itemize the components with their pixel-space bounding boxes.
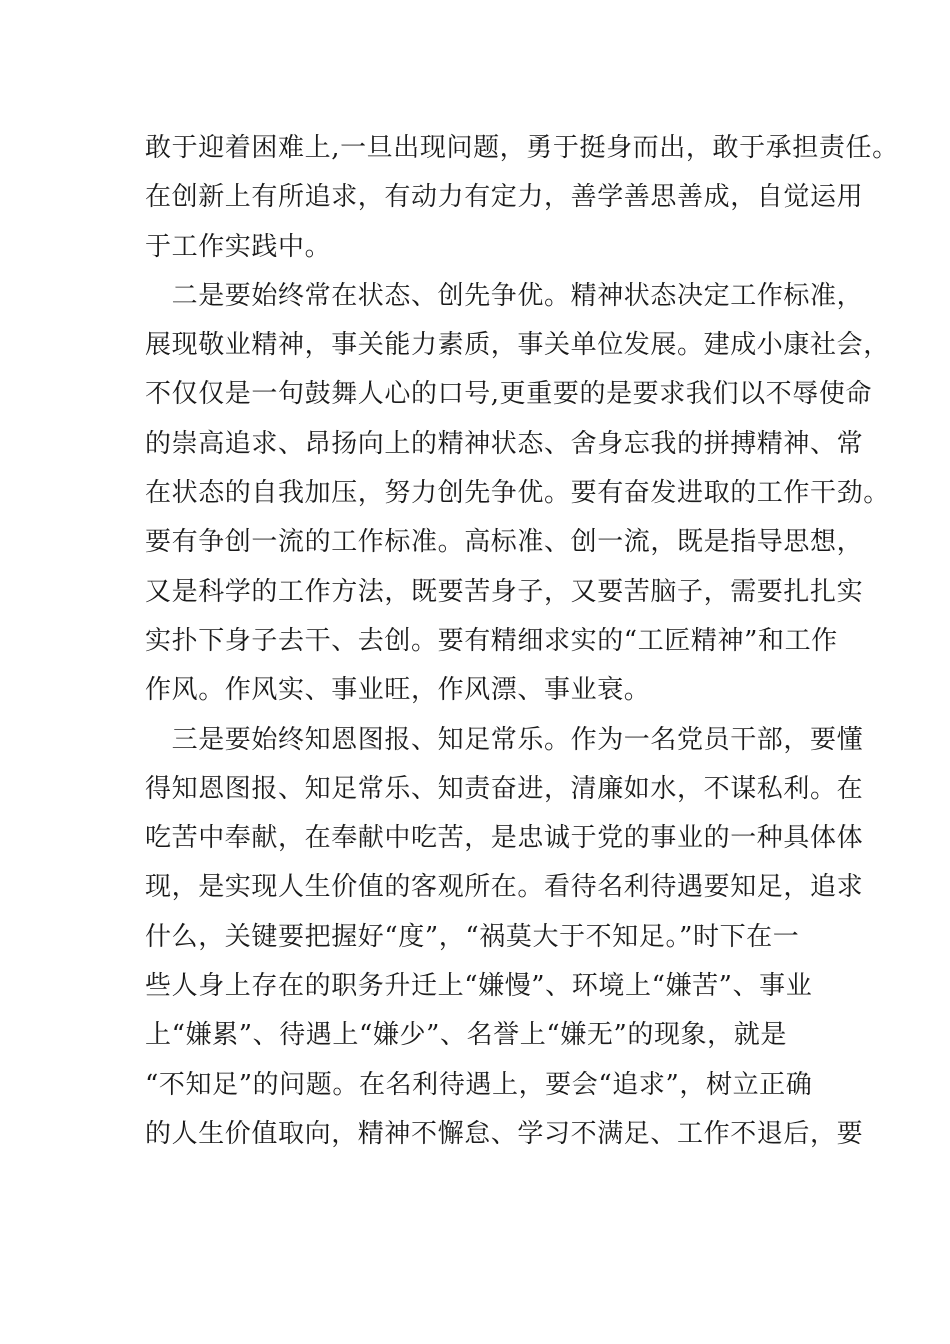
text-line: 上“嫌累”、待遇上“嫌少”、名誉上“嫌无”的现象，就是 bbox=[145, 1020, 787, 1051]
text-line: 敢于迎着困难上,一旦出现问题，勇于挺身而出，敢于承担责任。 bbox=[145, 133, 899, 163]
text-line: “不知足”的问题。在名利待遇上，要会“追求”，树立正确 bbox=[145, 1069, 813, 1100]
text-line: 三是要始终知恩图报、知足常乐。作为一名党员干部，要懂 bbox=[145, 724, 864, 755]
text-line: 些人身上存在的职务升迁上“嫌慢”、环境上“嫌苦”、事业 bbox=[145, 971, 813, 1002]
text-line: 不仅仅是一句鼓舞人心的口号,更重要的是要求我们以不辱使命 bbox=[145, 379, 873, 410]
text-line: 实扑下身子去干、去创。要有精细求实的“工匠精神”和工作 bbox=[145, 625, 838, 656]
text-line: 要有争创一流的工作标准。高标准、创一流，既是指导思想， bbox=[145, 527, 864, 558]
text-line: 吃苦中奉献，在奉献中吃苦，是忠诚于党的事业的一种具体体 bbox=[145, 823, 864, 854]
body-text bbox=[145, 124, 899, 1159]
text-line: 什么，关键要把握好“度”，“祸莫大于不知足。”时下在一 bbox=[145, 921, 800, 952]
text-line: 在状态的自我加压，努力创先争优。要有奋发进取的工作干劲。 bbox=[145, 478, 890, 509]
text-line: 于工作实践中。 bbox=[145, 231, 332, 262]
text-line: 得知恩图报、知足常乐、知责奋进，清廉如水，不谋私利。在 bbox=[145, 773, 864, 804]
text-line: 在创新上有所追求，有动力有定力，善学善思善成，自觉运用 bbox=[145, 182, 864, 213]
text-line: 展现敬业精神，事关能力素质，事关单位发展。建成小康社会， bbox=[145, 330, 890, 361]
text-line: 的崇高追求、昂扬向上的精神状态、舍身忘我的拼搏精神、常 bbox=[145, 428, 864, 459]
text-line: 又是科学的工作方法，既要苦身子，又要苦脑子，需要扎扎实 bbox=[145, 576, 864, 607]
text-line: 的人生价值取向，精神不懈怠、学习不满足、工作不退后，要 bbox=[145, 1118, 864, 1149]
text-line: 现，是实现人生价值的客观所在。看待名利待遇要知足，追求 bbox=[145, 872, 864, 903]
text-line: 作风。作风实、事业旺，作风漂、事业衰。 bbox=[145, 675, 651, 706]
text-line: 二是要始终常在状态、创先争优。精神状态决定工作标准， bbox=[145, 280, 864, 311]
